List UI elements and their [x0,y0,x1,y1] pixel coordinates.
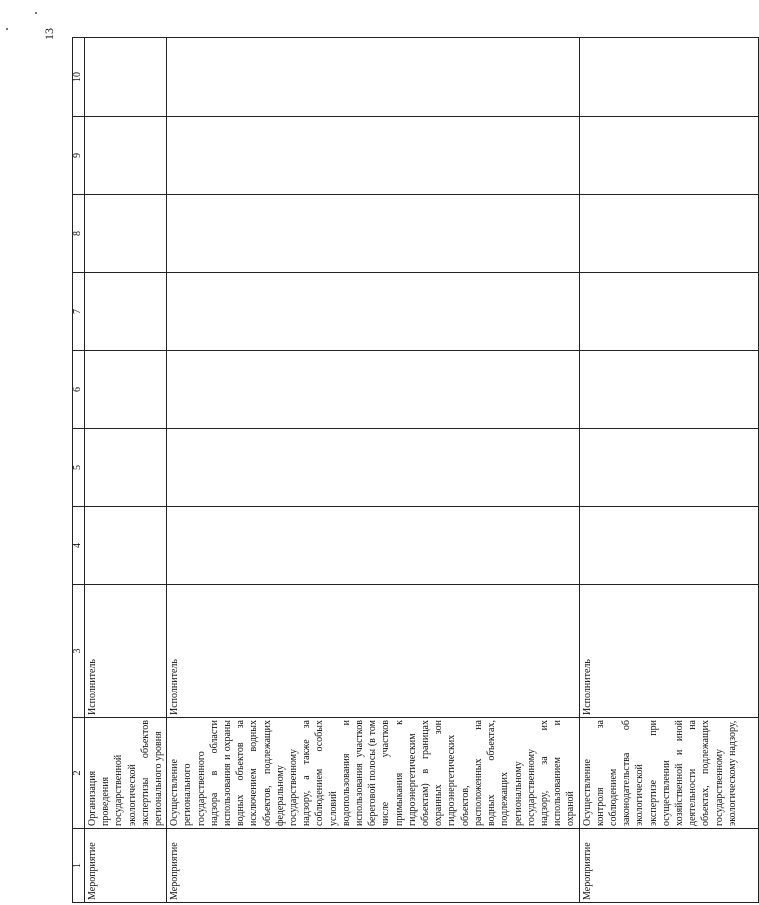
header-cell: 6 [73,351,85,429]
empty-cell [167,117,579,195]
header-cell: 3 [73,585,85,718]
empty-cell [167,429,579,507]
empty-cell [579,429,758,507]
empty-cell [579,507,758,585]
empty-cell [579,195,758,273]
row-type-cell: Мероприятие [85,829,167,903]
measures-table [72,37,759,903]
empty-cell [579,351,758,429]
row-description-cell: Организация проведения государственной экологической экспертизы объектов регионального уровня [85,718,167,829]
empty-cell [85,117,167,195]
empty-cell [85,507,167,585]
empty-cell [579,38,758,117]
empty-cell [85,195,167,273]
header-cell: 7 [73,273,85,351]
empty-cell [167,38,579,117]
empty-cell [167,195,579,273]
row-description-cell: Осуществление контроля за соблюдением законодательства об экологической экспертизе при осуществлении хозяйственной и иной деятельности на объектах, подлежащих государственному экологическому надзору, [579,718,758,829]
header-cell: 1 [73,829,85,903]
empty-cell [579,273,758,351]
row-type-cell: Мероприятие [579,829,758,903]
empty-cell [85,429,167,507]
empty-cell [85,351,167,429]
row-role-cell: Исполнитель [85,585,167,718]
table-row [167,38,579,903]
empty-cell [167,507,579,585]
header-cell: 2 [73,718,85,829]
scan-speck [35,12,37,14]
page-number: 13 [42,28,56,40]
row-type-cell: Мероприятие [167,829,579,903]
header-row [73,38,85,903]
rotated-table-wrapper [72,38,738,903]
table-row [85,38,167,903]
empty-cell [167,273,579,351]
table-row [579,38,758,903]
scan-speck [6,28,8,30]
empty-cell [85,38,167,117]
header-cell: 4 [73,507,85,585]
header-cell: 8 [73,195,85,273]
row-description-cell: Осуществление регионального государственного надзора в области использования и охраны водных объектов за исключением водных объектов, подлежащих федеральному государственному надзору, а также за соблюдением особых условий водопользования и использования участков береговой полосы (в том числе участков примыкания к гидроэнергетическим объектам) в границах охранных зон гидроэнергетических объектов, расположенных на водных объектах, подлежащих региональному государственному надзору, за их использованием и охраной [167,718,579,829]
empty-cell [167,351,579,429]
header-cell: 10 [73,38,85,117]
empty-cell [579,117,758,195]
empty-cell [85,273,167,351]
header-cell: 9 [73,117,85,195]
header-cell: 5 [73,429,85,507]
row-role-cell: Исполнитель [167,585,579,718]
row-role-cell: Исполнитель [579,585,758,718]
